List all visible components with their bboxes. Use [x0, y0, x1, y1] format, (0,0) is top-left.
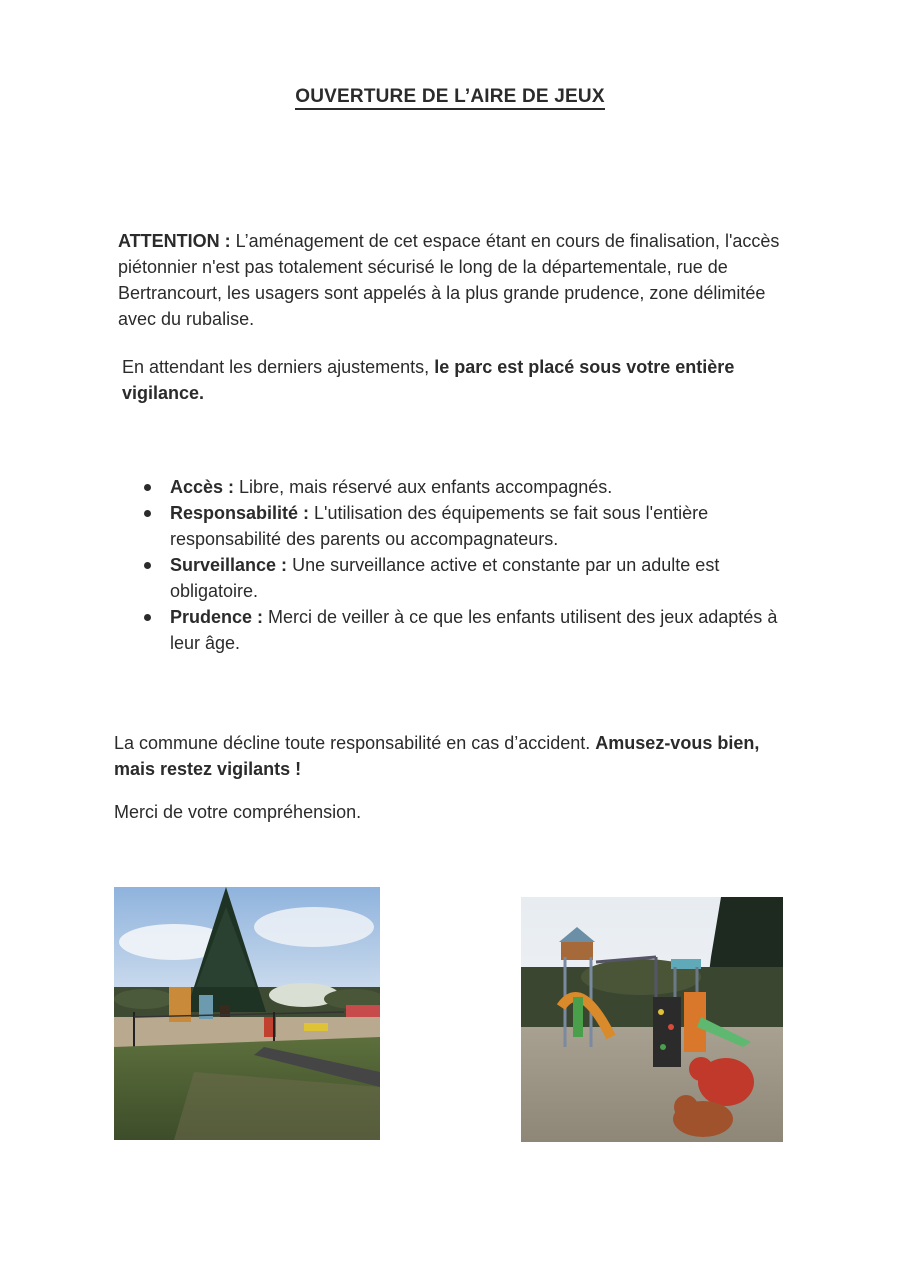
disclaimer-paragraph [114, 730, 794, 782]
playground-photo-park [114, 887, 380, 1140]
rule-item-prudence [142, 604, 802, 656]
rule-text: Merci de veiller à ce que les enfants utilisent des jeux adaptés à leur âge. [170, 607, 778, 653]
rule-label: Responsabilité : [170, 503, 310, 523]
rule-item-acces [142, 474, 802, 500]
page-title [0, 86, 900, 108]
rules-list [142, 474, 802, 656]
disclaimer-bold-text: Amusez-vous bien, mais restez vigilants ! [114, 733, 760, 779]
thanks-paragraph: Merci de votre compréhension. [114, 802, 362, 822]
attention-text: L’aménagement de cet espace étant en cours de finalisation, l'accès piétonnier n'est pas totalement sécurisé le long de la départementale, rue de Bertrancourt, les usagers sont appelés à la plus grande prudence, zone délimitée avec du rubalise. [118, 231, 780, 329]
rule-label: Prudence : [170, 607, 264, 627]
vigilance-paragraph [122, 354, 802, 406]
attention-paragraph [118, 228, 798, 332]
rule-label: Surveillance : [170, 555, 288, 575]
attention-label: ATTENTION : [118, 231, 231, 251]
rule-label: Accès : [170, 477, 235, 497]
rule-text: Une surveillance active et constante par un adulte est obligatoire. [170, 555, 720, 601]
rule-text: L'utilisation des équipements se fait sous l'entière responsabilité des parents ou accompagnateurs. [170, 503, 709, 549]
rule-item-responsabilite [142, 500, 802, 552]
rule-text: Libre, mais réservé aux enfants accompagnés. [234, 477, 613, 497]
disclaimer-text: La commune décline toute responsabilité en cas d’accident. [114, 733, 596, 753]
vigilance-bold-text: le parc est placé sous votre entière vigilance. [122, 357, 735, 403]
playground-photo-equipment [521, 897, 783, 1142]
page-title-text: OUVERTURE DE L’AIRE DE JEUX [295, 86, 604, 110]
vigilance-text: En attendant les derniers ajustements, [122, 357, 435, 377]
rule-item-surveillance [142, 552, 802, 604]
playground-park-image [114, 887, 380, 1140]
playground-equipment-image [521, 897, 783, 1142]
